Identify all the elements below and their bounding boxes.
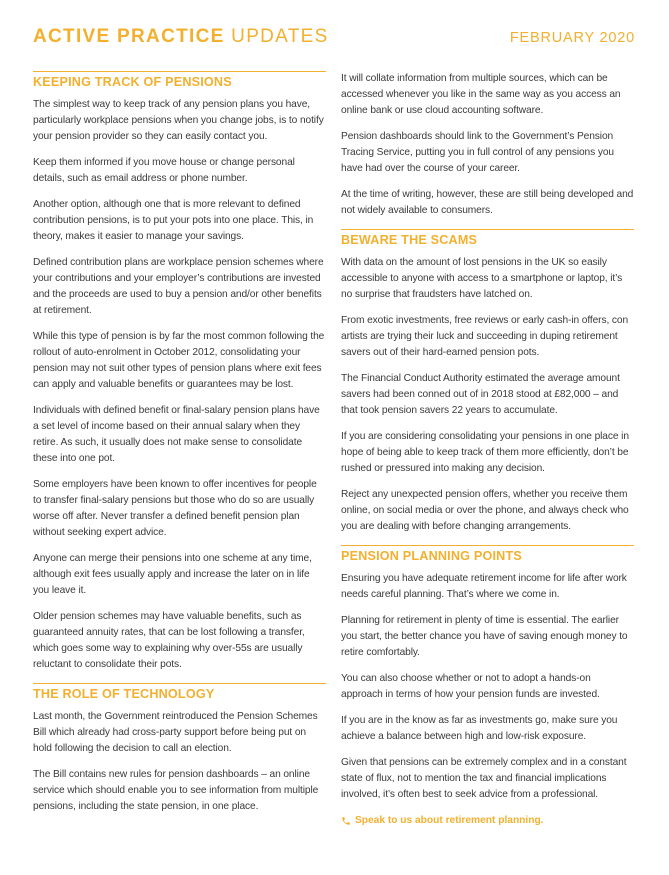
contact-cta[interactable]: [341, 813, 634, 829]
section-title-keeping-track: KEEPING TRACK OF PENSIONS: [33, 71, 326, 89]
paragraph: The Financial Conduct Authority estimated the average amount savers had been conned out of in 2018 stood at £82,000 – and that took pension savers 22 years to accumulate.: [341, 373, 620, 416]
paragraph: Ensuring you have adequate retirement income for life after work needs careful planning. That’s where we come in.: [341, 573, 627, 600]
paragraph: If you are in the know as far as investments go, make sure you achieve a balance between high and low-risk exposure.: [341, 715, 618, 742]
newsletter-title: [33, 26, 329, 48]
paragraph: Pension dashboards should link to the Government’s Pension Tracing Service, putting you in full control of any pensions you have had over the course of your career.: [341, 131, 614, 174]
paragraph: Individuals with defined benefit or final-salary pension plans have a set level of income based on their annual salary when they retire. As such, it usually does not make sense to consolidate these into one pot.: [33, 405, 320, 464]
issue-date: FEBRUARY 2020: [509, 30, 635, 46]
paragraph: Keep them informed if you move house or change personal details, such as email address or phone number.: [33, 157, 295, 184]
section-title-role-of-technology: THE ROLE OF TECHNOLOGY: [33, 683, 326, 701]
paragraph: Reject any unexpected pension offers, whether you receive them online, on social media or over the phone, and always check who you are dealing with before changing arrangements.: [341, 489, 629, 532]
paragraph: Older pension schemes may have valuable benefits, such as guaranteed annuity rates, that can be lost following a transfer, which goes some way to explaining why over-55s are usually reluctant to consolidate their pots.: [33, 611, 305, 670]
paragraph: With data on the amount of lost pensions in the UK so easily accessible to anyone with access to a smartphone or laptop, it’s no surprise that fraudsters have latched on.: [341, 257, 623, 300]
paragraph: The Bill contains new rules for pension dashboards – an online service which should enable you to see information from multiple pensions, including the state pension, in one place.: [33, 769, 319, 812]
paragraph: The simplest way to keep track of any pension plans you have, particularly workplace pensions when you change jobs, is to notify your pension provider so they can easily contact you.: [33, 99, 324, 142]
paragraph: You can also choose whether or not to adopt a hands-on approach in terms of how your pension funds are invested.: [341, 673, 600, 700]
cta-text[interactable]: Speak to us about retirement planning.: [355, 815, 544, 826]
paragraph: Last month, the Government reintroduced the Pension Schemes Bill which already had cross-party support before being put on hold following the decision to call an election.: [33, 711, 318, 754]
brand-bold: ACTIVE PRACTICE: [33, 26, 225, 47]
paragraph: If you are considering consolidating your pensions in one place in hope of being able to keep track of them more efficiently, don’t be rushed or pressured into making any decision.: [341, 431, 629, 474]
paragraph: Anyone can merge their pensions into one scheme at any time, although exit fees usually apply and increase the later on in life you leave it.: [33, 553, 312, 596]
left-column: [33, 71, 326, 825]
paragraph: From exotic investments, free reviews or early cash-in offers, con artists are trying their luck and succeeding in duping retirement savers out of their hard-earned pension pots.: [341, 315, 629, 358]
page-header: [33, 26, 635, 56]
paragraph: Another option, although one that is more relevant to defined contribution pensions, is to put your pots into one place. This, in theory, makes it easier to manage your savings.: [33, 199, 314, 242]
section-title-beware-scams: BEWARE THE SCAMS: [341, 229, 634, 247]
brand-light: UPDATES: [231, 26, 329, 47]
paragraph: Given that pensions can be extremely complex and in a constant state of flux, not to mention the tax and financial implications involved, it’s often best to seek advice from a professional.: [341, 757, 627, 800]
paragraph: It will collate information from multiple sources, which can be accessed whenever you like in the same way as you access an online bank or use cloud accounting software.: [341, 73, 621, 116]
paragraph: At the time of writing, however, these are still being developed and not widely available to consumers.: [341, 189, 634, 216]
paragraph: Some employers have been known to offer incentives for people to transfer final-salary pensions but those who do so are usually worse off after. Never transfer a defined benefit pension plan without seeking expert advice.: [33, 479, 317, 538]
phone-icon: [341, 816, 351, 826]
paragraph: Planning for retirement in plenty of time is essential. The earlier you start, the better chance you have of saving enough money to retire comfortably.: [341, 615, 628, 658]
right-column: [341, 71, 634, 829]
paragraph: While this type of pension is by far the most common following the rollout of auto-enrolment in October 2012, consolidating your pension may not suit other types of pension plans where exit fees can apply and valuable benefits or guarantees may be lost.: [33, 331, 325, 390]
section-title-planning-points: PENSION PLANNING POINTS: [341, 545, 634, 563]
paragraph: Defined contribution plans are workplace pension schemes where your contributions and your employer’s contributions are invested and the proceeds are used to buy a pension and/or other benefits at retirement.: [33, 257, 324, 316]
